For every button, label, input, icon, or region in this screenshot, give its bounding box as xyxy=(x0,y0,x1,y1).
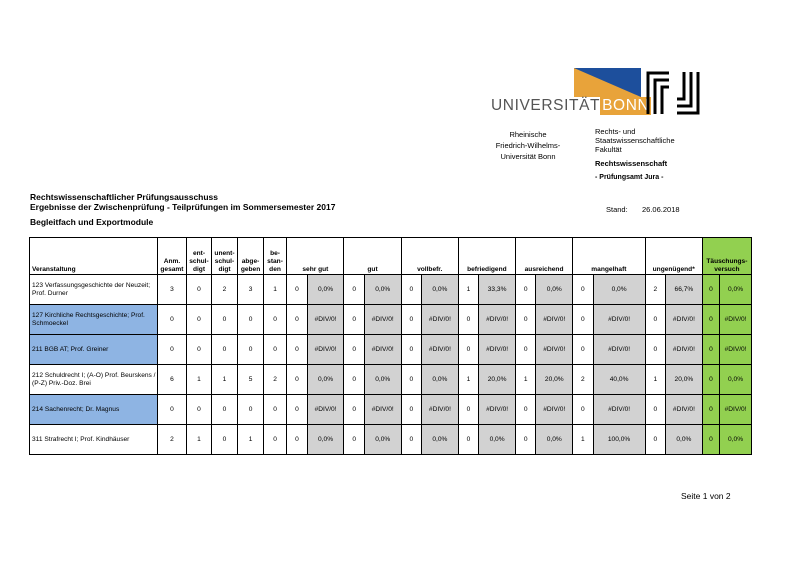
count-cell: 0 xyxy=(211,395,238,425)
grade-count: 0 xyxy=(344,305,364,335)
table-row xyxy=(30,425,752,455)
address-line: Friedrich-Wilhelms- xyxy=(495,141,561,150)
count-cell: 5 xyxy=(238,365,264,395)
grade-percent: #DIV/0! xyxy=(536,335,573,365)
grade-percent: #DIV/0! xyxy=(307,395,344,425)
taeuschung-count: 0 xyxy=(702,365,719,395)
taeuschung-percent: #DIV/0! xyxy=(720,395,752,425)
grade-percent: #DIV/0! xyxy=(536,305,573,335)
taeuschung-count: 0 xyxy=(702,425,719,455)
grade-count: 1 xyxy=(645,365,665,395)
grade-percent: #DIV/0! xyxy=(307,335,344,365)
count-cell: 0 xyxy=(187,395,212,425)
grade-percent: #DIV/0! xyxy=(307,305,344,335)
title-line: Ergebnisse der Zwischenprüfung - Teilprüfungen im Sommersemester 2017 xyxy=(30,202,336,212)
stand-label: Stand: xyxy=(606,205,628,214)
header-entschuldigt: ent- schul- digt xyxy=(187,238,212,275)
header-taeuschung: Täuschungs- versuch xyxy=(702,238,751,275)
count-cell: 0 xyxy=(263,395,286,425)
taeuschung-percent: #DIV/0! xyxy=(720,305,752,335)
count-cell: 0 xyxy=(211,305,238,335)
taeuschung-count: 0 xyxy=(702,335,719,365)
grade-percent: #DIV/0! xyxy=(593,335,645,365)
address-line: Fakultät xyxy=(595,145,622,154)
count-cell: 1 xyxy=(238,425,264,455)
department-name: Rechtswissenschaft xyxy=(595,159,668,168)
count-cell: 1 xyxy=(211,365,238,395)
count-cell: 0 xyxy=(211,425,238,455)
grade-percent: 0,0% xyxy=(479,425,516,455)
count-cell: 1 xyxy=(263,275,286,305)
table-row xyxy=(30,335,752,365)
header-grade: ausreichend xyxy=(515,238,572,275)
grade-count: 0 xyxy=(287,335,307,365)
header-grade: ungenügend* xyxy=(645,238,702,275)
grade-count: 0 xyxy=(458,425,478,455)
grade-count: 1 xyxy=(458,275,478,305)
grade-percent: 0,0% xyxy=(364,365,401,395)
logo-wordmark xyxy=(491,97,651,115)
table-header-row xyxy=(30,238,752,275)
taeuschung-percent: 0,0% xyxy=(720,425,752,455)
count-cell: 0 xyxy=(187,305,212,335)
grade-percent: 40,0% xyxy=(593,365,645,395)
grade-percent: 0,0% xyxy=(307,365,344,395)
address-university xyxy=(482,129,574,162)
grade-count: 0 xyxy=(515,395,535,425)
course-name: 214 Sachenrecht; Dr. Magnus xyxy=(30,395,158,425)
grade-count: 1 xyxy=(573,425,593,455)
page-footer: Seite 1 von 2 xyxy=(681,491,731,501)
title-line: Begleitfach und Exportmodule xyxy=(30,217,154,227)
grade-percent: 0,0% xyxy=(364,275,401,305)
count-cell: 0 xyxy=(263,305,286,335)
grade-percent: 20,0% xyxy=(479,365,516,395)
grade-count: 0 xyxy=(515,275,535,305)
grade-percent: #DIV/0! xyxy=(666,305,703,335)
grade-count: 0 xyxy=(344,335,364,365)
table-row xyxy=(30,395,752,425)
grade-percent: 66,7% xyxy=(666,275,703,305)
count-cell: 0 xyxy=(211,335,238,365)
grade-count: 0 xyxy=(458,305,478,335)
grade-count: 0 xyxy=(287,275,307,305)
grade-percent: #DIV/0! xyxy=(364,395,401,425)
grade-count: 0 xyxy=(344,425,364,455)
count-cell: 0 xyxy=(157,395,187,425)
address-line: Universität Bonn xyxy=(500,152,556,161)
count-cell: 2 xyxy=(157,425,187,455)
taeuschung-percent: 0,0% xyxy=(720,275,752,305)
grade-count: 0 xyxy=(515,425,535,455)
grade-count: 2 xyxy=(573,365,593,395)
grade-count: 0 xyxy=(645,395,665,425)
table-body xyxy=(30,275,752,455)
results-table xyxy=(29,237,752,455)
grade-percent: #DIV/0! xyxy=(364,335,401,365)
grade-count: 1 xyxy=(458,365,478,395)
grade-count: 0 xyxy=(515,305,535,335)
grade-percent: 0,0% xyxy=(422,425,459,455)
count-cell: 0 xyxy=(263,425,286,455)
grade-count: 0 xyxy=(287,395,307,425)
grade-count: 0 xyxy=(401,365,421,395)
address-faculty xyxy=(595,127,675,154)
count-cell: 3 xyxy=(238,275,264,305)
course-name: 127 Kirchliche Rechtsgeschichte; Prof. Schmoeckel xyxy=(30,305,158,335)
grade-count: 0 xyxy=(287,305,307,335)
header-veranstaltung: Veranstaltung xyxy=(30,238,158,275)
grade-percent: #DIV/0! xyxy=(422,395,459,425)
course-name: 311 Strafrecht I; Prof. Kindhäuser xyxy=(30,425,158,455)
logo-wordmark-bonn: BONN xyxy=(602,97,650,114)
grade-count: 0 xyxy=(645,305,665,335)
grade-percent: #DIV/0! xyxy=(422,335,459,365)
grade-count: 0 xyxy=(401,425,421,455)
count-cell: 0 xyxy=(238,305,264,335)
grade-percent: 0,0% xyxy=(364,425,401,455)
header-anm: Anm. gesamt xyxy=(157,238,187,275)
grade-percent: #DIV/0! xyxy=(479,395,516,425)
grade-count: 0 xyxy=(401,275,421,305)
grade-percent: #DIV/0! xyxy=(364,305,401,335)
count-cell: 0 xyxy=(238,395,264,425)
grade-percent: 100,0% xyxy=(593,425,645,455)
grade-percent: 0,0% xyxy=(422,365,459,395)
taeuschung-count: 0 xyxy=(702,275,719,305)
grade-count: 0 xyxy=(401,335,421,365)
grade-percent: #DIV/0! xyxy=(666,395,703,425)
header-grade: gut xyxy=(344,238,401,275)
count-cell: 0 xyxy=(187,335,212,365)
grade-count: 0 xyxy=(573,305,593,335)
count-cell: 6 xyxy=(157,365,187,395)
grade-percent: 33,3% xyxy=(479,275,516,305)
logo-color-block xyxy=(574,68,641,97)
count-cell: 0 xyxy=(238,335,264,365)
grade-percent: 0,0% xyxy=(536,275,573,305)
taeuschung-count: 0 xyxy=(702,395,719,425)
grade-count: 0 xyxy=(287,365,307,395)
header-grade: vollbefr. xyxy=(401,238,458,275)
grade-count: 0 xyxy=(344,395,364,425)
grade-count: 0 xyxy=(573,275,593,305)
count-cell: 2 xyxy=(263,365,286,395)
grade-percent: 0,0% xyxy=(536,425,573,455)
taeuschung-count: 0 xyxy=(702,305,719,335)
grade-percent: 0,0% xyxy=(307,275,344,305)
grade-count: 2 xyxy=(645,275,665,305)
grade-percent: 0,0% xyxy=(307,425,344,455)
grade-count: 1 xyxy=(515,365,535,395)
grade-count: 0 xyxy=(573,395,593,425)
count-cell: 0 xyxy=(157,335,187,365)
table-row xyxy=(30,305,752,335)
taeuschung-percent: 0,0% xyxy=(720,365,752,395)
header-grade: befriedigend xyxy=(458,238,515,275)
header-grade: mangelhaft xyxy=(573,238,645,275)
grade-count: 0 xyxy=(344,275,364,305)
grade-percent: #DIV/0! xyxy=(593,305,645,335)
address-line: Staatswissenschaftliche xyxy=(595,136,675,145)
count-cell: 0 xyxy=(187,275,212,305)
grade-percent: #DIV/0! xyxy=(479,335,516,365)
table-row xyxy=(30,365,752,395)
count-cell: 0 xyxy=(263,335,286,365)
stand-date: 26.06.2018 xyxy=(642,205,680,214)
grade-count: 0 xyxy=(645,335,665,365)
course-name: 212 Schuldrecht I; (A-O) Prof. Beurskens / (P-Z) Priv.-Doz. Brei xyxy=(30,365,158,395)
grade-count: 0 xyxy=(287,425,307,455)
address-line: Rheinische xyxy=(509,130,547,139)
taeuschung-percent: #DIV/0! xyxy=(720,335,752,365)
grade-count: 0 xyxy=(401,305,421,335)
grade-count: 0 xyxy=(645,425,665,455)
grade-count: 0 xyxy=(401,395,421,425)
grade-count: 0 xyxy=(458,335,478,365)
grade-percent: #DIV/0! xyxy=(479,305,516,335)
grade-percent: 0,0% xyxy=(666,425,703,455)
grade-percent: 20,0% xyxy=(536,365,573,395)
faculty-mark-icon xyxy=(645,70,701,116)
grade-count: 0 xyxy=(573,335,593,365)
count-cell: 2 xyxy=(211,275,238,305)
document-title xyxy=(30,192,335,227)
header-abgegeben: abge- geben xyxy=(238,238,264,275)
header-bestanden: be- stan- den xyxy=(263,238,286,275)
grade-count: 0 xyxy=(515,335,535,365)
count-cell: 1 xyxy=(187,425,212,455)
grade-percent: 0,0% xyxy=(422,275,459,305)
course-name: 211 BGB AT; Prof. Greiner xyxy=(30,335,158,365)
count-cell: 1 xyxy=(187,365,212,395)
grade-percent: #DIV/0! xyxy=(536,395,573,425)
header-unentschuldigt: unent- schul- digt xyxy=(211,238,238,275)
title-line: Rechtswissenschaftlicher Prüfungsausschuss xyxy=(30,192,219,202)
grade-percent: 20,0% xyxy=(666,365,703,395)
table-row xyxy=(30,275,752,305)
grade-count: 0 xyxy=(344,365,364,395)
department-office: - Prüfungsamt Jura - xyxy=(595,174,664,181)
grade-percent: #DIV/0! xyxy=(593,395,645,425)
logo-wordmark-prefix: UNIVERSITÄT xyxy=(491,97,601,114)
grade-count: 0 xyxy=(458,395,478,425)
count-cell: 3 xyxy=(157,275,187,305)
address-line: Rechts- und xyxy=(595,127,636,136)
grade-percent: 0,0% xyxy=(593,275,645,305)
count-cell: 0 xyxy=(157,305,187,335)
course-name: 123 Verfassungsgeschichte der Neuzeit; Prof. Durner xyxy=(30,275,158,305)
grade-percent: #DIV/0! xyxy=(422,305,459,335)
header-grade: sehr gut xyxy=(287,238,344,275)
grade-percent: #DIV/0! xyxy=(666,335,703,365)
